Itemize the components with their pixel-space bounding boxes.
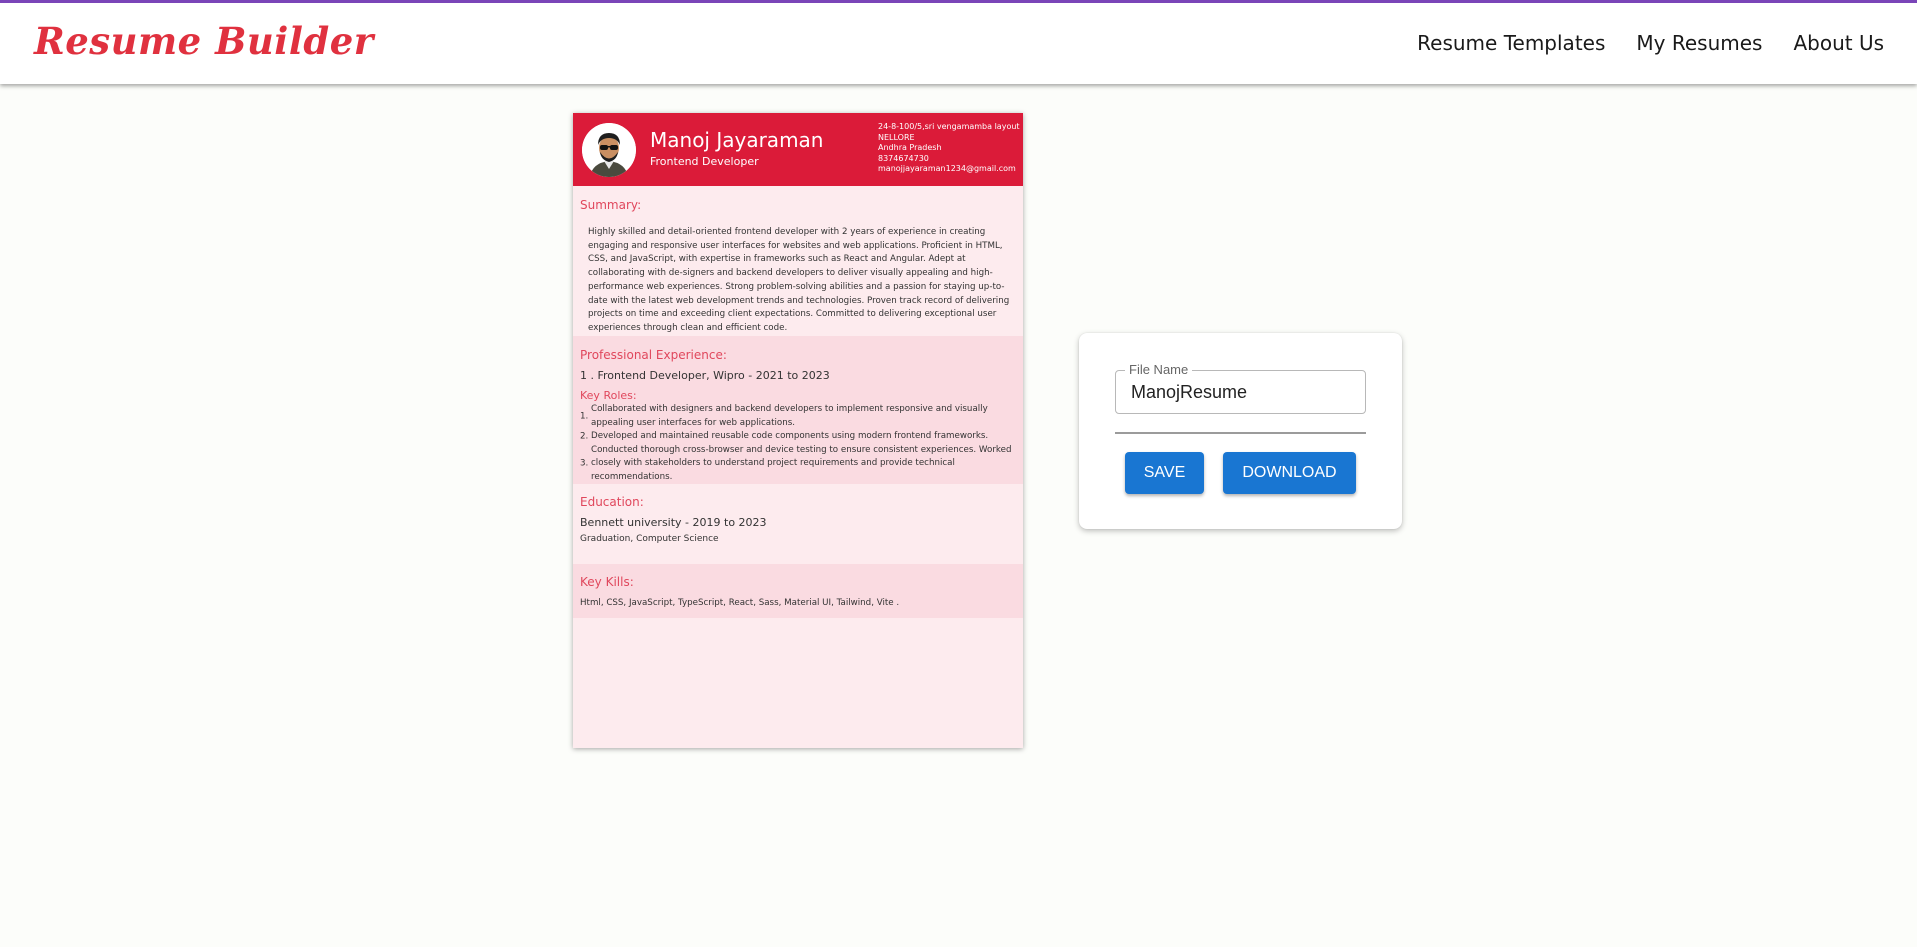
- nav-my-resumes[interactable]: My Resumes: [1636, 31, 1763, 55]
- save-panel: [1079, 333, 1402, 529]
- experience-label: Professional Experience:: [580, 348, 727, 362]
- list-item: [580, 444, 1020, 485]
- key-roles-list: [580, 403, 1020, 484]
- resume-preview: [573, 113, 1023, 748]
- file-name-input[interactable]: ManojResume: [1131, 382, 1248, 402]
- nav-about-us[interactable]: About Us: [1793, 31, 1884, 55]
- role-number: 3.: [580, 458, 589, 468]
- save-button[interactable]: SAVE: [1125, 452, 1204, 494]
- contact-city: NELLORE: [878, 132, 915, 142]
- download-button[interactable]: DOWNLOAD: [1223, 452, 1356, 494]
- resume-contact: [878, 122, 1023, 175]
- list-item: [580, 430, 1020, 444]
- file-name-label: File Name: [1125, 362, 1192, 377]
- nav-resume-templates[interactable]: Resume Templates: [1417, 31, 1606, 55]
- summary-section: [573, 186, 1023, 336]
- summary-text: Highly skilled and detail-oriented frontend developer with 2 years of experience in creating engaging and responsive user interfaces for websites and web applications. Proficient in HTML, CSS, and JavaScript, with expertise in frameworks such as React and Angular. Adept at collaborating with de-signers and backend developers to deliver visually appealing and high-performance web experiences. Strong problem-solving abilities and a passion for staying up-to-date with the latest web development trends and technologies. Proven track record of delivering projects on time and exceeding client expectations. Committed to delivering exceptional user experiences through clean and efficient code.: [588, 227, 1010, 333]
- key-roles-label: Key Roles:: [580, 389, 637, 402]
- education-detail: Graduation, Computer Science: [580, 534, 719, 544]
- contact-address: 24-8-100/5,sri vengamamba layout: [878, 122, 1020, 131]
- skills-label: Key Kills:: [580, 575, 634, 589]
- skills-list: Html, CSS, JavaScript, TypeScript, React, Sass, Material UI, Tailwind, Vite .: [580, 598, 900, 608]
- top-nav-bar: [0, 0, 1917, 84]
- contact-phone: 8374674730: [878, 153, 929, 163]
- resume-name: Manoj Jayaraman: [650, 128, 824, 152]
- list-item: [580, 403, 1020, 430]
- role-text: Developed and maintained reusable code components using modern frontend frameworks.: [591, 431, 989, 441]
- file-name-field[interactable]: [1115, 362, 1366, 414]
- education-item: Bennett university - 2019 to 2023: [580, 516, 767, 529]
- contact-state: Andhra Pradesh: [878, 143, 942, 152]
- role-number: 2.: [580, 431, 589, 441]
- education-label: Education:: [580, 495, 644, 509]
- experience-item: 1 . Frontend Developer, Wipro - 2021 to 2023: [580, 369, 830, 382]
- role-text: Conducted thorough cross-browser and device testing to ensure consistent experiences. Worked closely with stakeholders to understand project requirements and provide technical recommendations.: [591, 444, 1012, 482]
- divider: [1115, 432, 1366, 434]
- main-nav: [1417, 31, 1884, 55]
- app-logo[interactable]: Resume Builder: [34, 19, 374, 63]
- contact-email: manojjayaraman1234@gmail.com: [878, 164, 1016, 173]
- resume-header: [573, 113, 1023, 186]
- education-section: [573, 484, 1023, 564]
- role-number: 1.: [580, 410, 589, 421]
- role-text: Collaborated with designers and backend developers to implement responsive and visually appealing user interfaces for web applications.: [591, 404, 988, 428]
- avatar-image: [582, 123, 636, 177]
- skills-section: [573, 564, 1023, 618]
- avatar: [582, 123, 636, 177]
- resume-job-title: Frontend Developer: [650, 155, 759, 168]
- experience-section: [573, 336, 1023, 484]
- summary-label: Summary:: [580, 198, 642, 212]
